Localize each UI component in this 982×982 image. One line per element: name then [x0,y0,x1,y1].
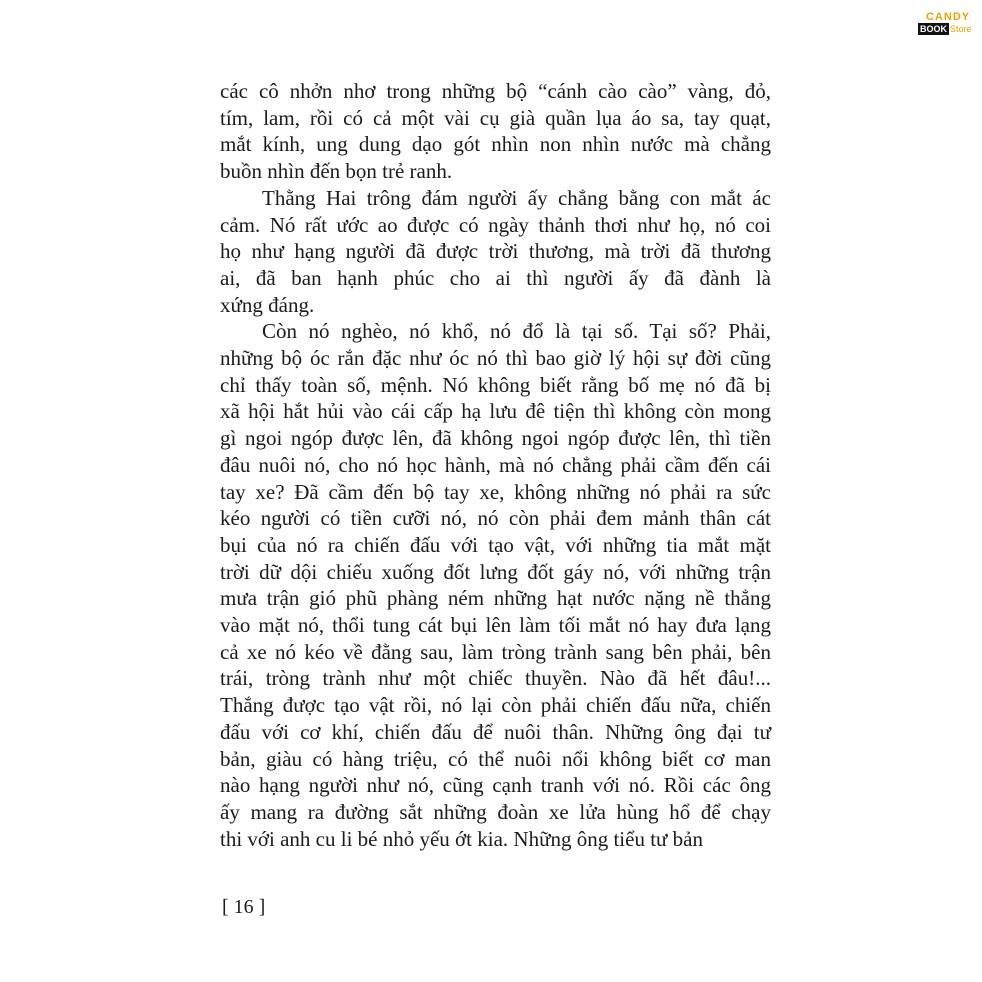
text-line: Thắng được tạo vật rồi, nó lại còn phải chiến đấu nữa, chiến [220,693,771,718]
text-line: cả xe nó kéo về đằng sau, làm tròng trành sang bên phải, bên [220,639,771,664]
paragraph [220,78,771,185]
paragraph [220,185,771,319]
text-line: mưa trận gió phũ phàng ném những hạt nước nặng nề thẳng [220,586,771,611]
text-line: nào hạng người như nó, cũng cạnh tranh với nó. Rồi các ông [220,773,771,798]
text-line: các cô nhởn nhơ trong những bộ “cánh cào cào” vàng, đỏ, [220,79,771,103]
text-line: những bộ óc rắn đặc như óc nó thì bao giờ lý hội sự đời cũng [220,346,771,371]
text-line: ấy mang ra đường sắt những đoàn xe lửa hùng hổ để chạy [220,799,771,824]
logo-top-text: CANDY [926,11,971,23]
logo-store-text: Store [950,24,972,34]
text-line: cảm. Nó rất ước ao được có ngày thảnh thơi như họ, nó coi [220,212,771,237]
text-line: họ như hạng người đã được trời thương, mà trời đã thương [220,239,771,264]
text-line: tay xe? Đã cầm đến bộ tay xe, không những nó phải ra sức [220,479,771,504]
text-line: vào mặt nó, thổi tung cát bụi lên làm tối mắt nó hay đưa lạng [220,613,771,638]
text-line: trời dữ dội chiếu xuống đốt lưng đốt gáy nó, với những trận [220,559,771,584]
text-line: Thằng Hai trông đám người ấy chẳng bằng con mắt ác [262,185,771,210]
logo-bottom-row [918,23,976,35]
text-line: gì ngoi ngóp được lên, đã không ngoi ngóp được lên, thì tiền [220,426,771,451]
text-line: đấu với cơ khí, chiến đấu để nuôi thân. Những ông đại tư [220,719,771,744]
text-line: buồn nhìn đến bọn trẻ ranh. [220,159,453,184]
candy-book-store-logo [918,11,976,35]
text-line: ai, đã ban hạnh phúc cho ai thì người ấy đã đành là [220,265,771,290]
text-line: mắt kính, ung dung dạo gót nhìn non nhìn nước mà chẳng [220,132,771,157]
text-line: tím, lam, rồi có cả một vài cụ già quần lụa áo sa, tay quạt, [220,105,771,130]
text-line: chỉ thấy toàn số, mệnh. Nó không biết rằng bố mẹ nó đã bị [220,372,771,397]
text-line: xứng đáng. [220,292,315,317]
text-line: trái, tròng trành như một chiếc thuyền. Nào đã hết đâu!... [220,666,771,691]
book-page-text [220,78,771,852]
logo-book-text: BOOK [920,24,947,34]
text-line: thi với anh cu li bé nhỏ yếu ớt kia. Những ông tiểu tư bản [220,826,703,851]
text-line: đâu nuôi nó, cho nó học hành, mà nó chẳng phải cầm đến cái [220,452,771,477]
text-line: kéo người có tiền cưỡi nó, nó còn phải đem mảnh thân cát [220,506,771,531]
paragraph [220,318,771,852]
text-line: xã hội hắt hủi vào cái cấp hạ lưu đê tiện thì không còn mong [220,399,771,424]
page-number: [ 16 ] [222,896,266,918]
text-line: bản, giàu có hàng triệu, có thể nuôi nổi không biết cơ man [220,746,771,771]
text-line: Còn nó nghèo, nó khổ, nó đổ là tại số. Tại số? Phải, [262,319,771,344]
text-line: bụi của nó ra chiến đấu với tạo vật, với những tia mắt mặt [220,532,771,557]
